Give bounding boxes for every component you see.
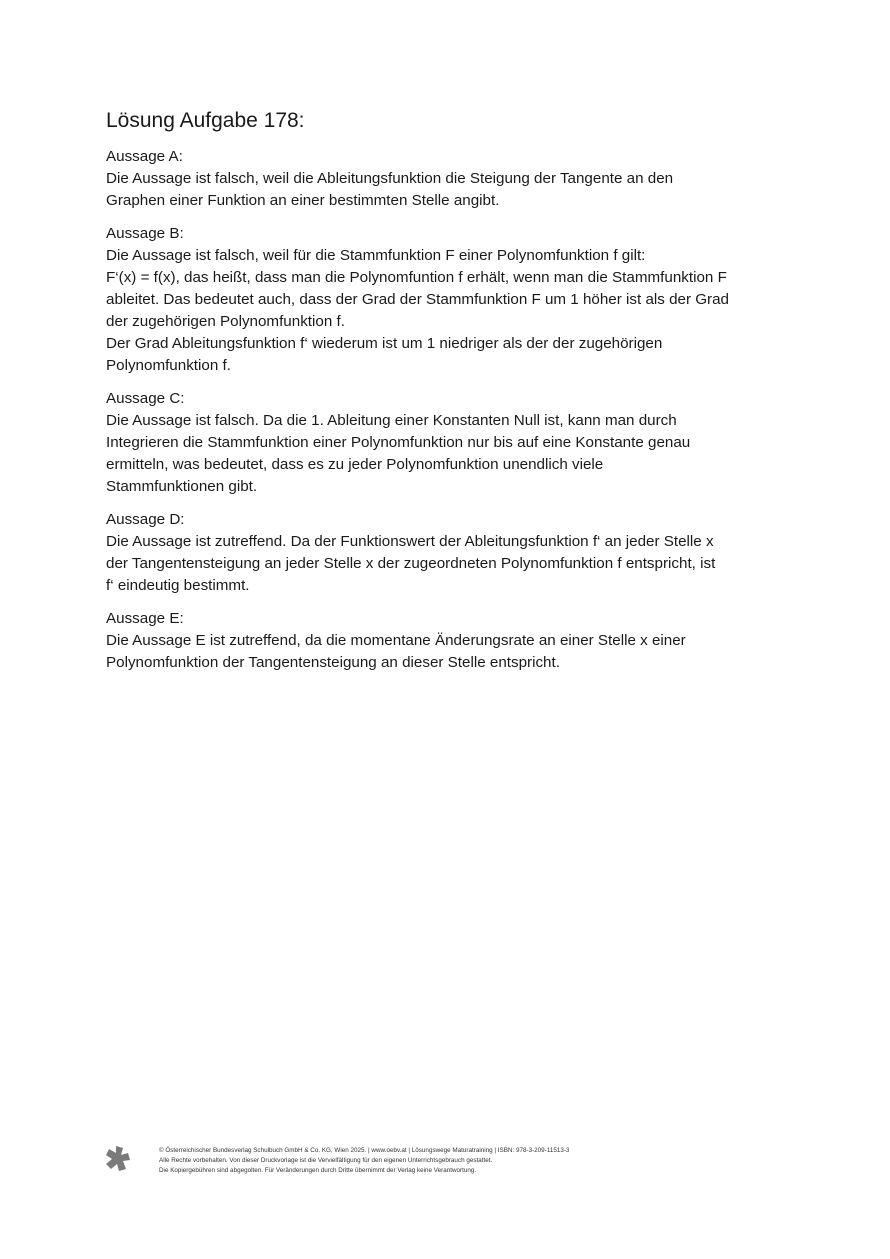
paragraph-line: F‘(x) = f(x), das heißt, dass man die Polynomfuntion f erhält, wenn man die Stammfunktion F bbox=[106, 269, 727, 286]
section-aussage-e bbox=[106, 608, 796, 674]
section-aussage-d bbox=[106, 509, 796, 597]
paragraph-line: Die Aussage ist falsch, weil für die Stammfunktion F einer Polynomfunktion f gilt: bbox=[106, 247, 646, 264]
paragraph-line: der Tangentensteigung an jeder Stelle x der zugeordneten Polynomfunktion f entspricht, ist bbox=[106, 555, 716, 572]
paragraph-line: Die Aussage ist falsch, weil die Ableitungsfunktion die Steigung der Tangente an den bbox=[106, 170, 674, 187]
paragraph-line: Die Aussage ist zutreffend. Da der Funktionswert der Ableitungsfunktion f‘ an jeder Stelle x bbox=[106, 533, 714, 550]
paragraph-line: der zugehörigen Polynomfunktion f. bbox=[106, 313, 345, 330]
paragraph-line: ableitet. Das bedeutet auch, dass der Grad der Stammfunktion F um 1 höher ist als der Grad bbox=[106, 291, 730, 308]
section-heading: Aussage A: bbox=[106, 148, 183, 165]
paragraph-line: Polynomfunktion f. bbox=[106, 357, 231, 374]
section-aussage-b bbox=[106, 223, 796, 377]
paragraph-line: Integrieren die Stammfunktion einer Polynomfunktion nur bis auf eine Konstante genau bbox=[106, 434, 691, 451]
paragraph-line: Die Aussage E ist zutreffend, da die momentane Änderungsrate an einer Stelle x einer bbox=[106, 632, 686, 649]
section-heading: Aussage C: bbox=[106, 390, 185, 407]
section-heading: Aussage E: bbox=[106, 610, 184, 627]
footer-line: Alle Rechte vorbehalten. Von dieser Druckvorlage ist die Vervielfältigung für den eigenen Unterrichtsgebrauch gestattet. bbox=[159, 1157, 493, 1164]
footer-copyright bbox=[159, 1146, 569, 1176]
paragraph-line: Stammfunktionen gibt. bbox=[106, 478, 258, 495]
paragraph-line: Graphen einer Funktion an einer bestimmten Stelle angibt. bbox=[106, 192, 500, 209]
document-body bbox=[106, 106, 796, 685]
publisher-logo-icon bbox=[104, 1144, 136, 1176]
paragraph-line: Polynomfunktion der Tangentensteigung an dieser Stelle entspricht. bbox=[106, 654, 560, 671]
footer-line: Die Kopiergebühren sind abgegolten. Für Veränderungen durch Dritte übernimmt der Verlag keine Verantwortung. bbox=[159, 1167, 477, 1174]
section-aussage-c bbox=[106, 388, 796, 498]
paragraph-line: ermitteln, was bedeutet, dass es zu jeder Polynomfunktion unendlich viele bbox=[106, 456, 604, 473]
paragraph-line: f‘ eindeutig bestimmt. bbox=[106, 577, 250, 594]
section-heading: Aussage B: bbox=[106, 225, 184, 242]
section-aussage-a bbox=[106, 146, 796, 212]
section-heading: Aussage D: bbox=[106, 511, 185, 528]
footer-line: © Österreichischer Bundesverlag Schulbuch GmbH & Co. KG, Wien 2025. | www.oebv.at | Lösungswege Maturatraining | ISBN: 978-3-209-11513-3 bbox=[159, 1147, 570, 1154]
page-footer bbox=[104, 1143, 804, 1183]
paragraph-line: Der Grad Ableitungsfunktion f‘ wiederum ist um 1 niedriger als der der zugehörigen bbox=[106, 335, 663, 352]
page-title: Lösung Aufgabe 178: bbox=[106, 109, 305, 132]
paragraph-line: Die Aussage ist falsch. Da die 1. Ableitung einer Konstanten Null ist, kann man durch bbox=[106, 412, 677, 429]
